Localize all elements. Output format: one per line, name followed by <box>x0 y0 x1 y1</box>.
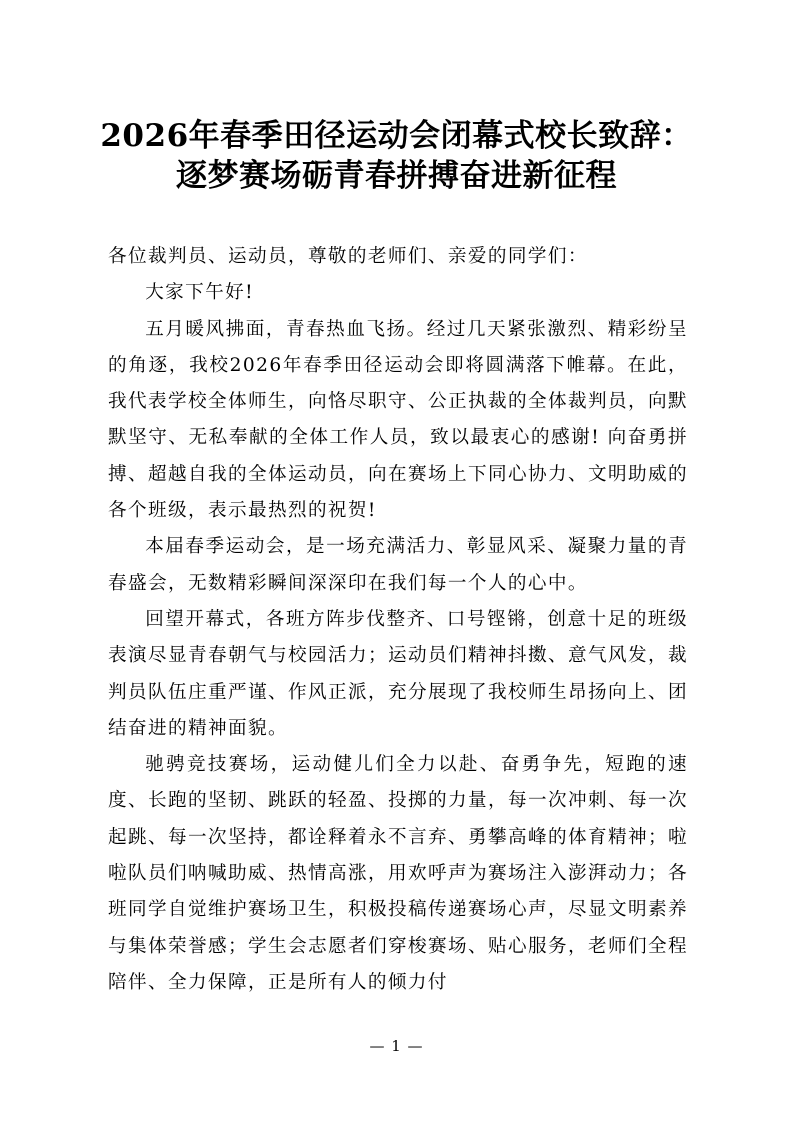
salutation: 各位裁判员、运动员，尊敬的老师们、亲爱的同学们： <box>108 246 588 267</box>
paragraph-greeting: 大家下午好! <box>145 282 255 304</box>
page-number: — 1 — <box>369 1037 424 1055</box>
document-title-line-2: 逐梦赛场砺青春拼搏奋进新征程 <box>176 158 617 194</box>
paragraph-opening-ceremony: 回望开幕式，各班方阵步伐整齐、口号铿锵，创意十足的班级表演尽显青春朝气与校园活力；运动员们精神抖擞、意气风发，裁判员队伍庄重严谨、作风正派，充分展现了我校师生昂扬向上、团结奋进的精神面貌。 <box>108 608 688 739</box>
paragraph-summary: 本届春季运动会，是一场充满活力、彰显风采、凝聚力量的青春盛会，无数精彩瞬间深深印在我们每一个人的心中。 <box>108 536 688 594</box>
paragraph-opening: 五月暖风拂面，青春热血飞扬。经过几天紧张激烈、精彩纷呈的角逐，我校2026年春季田径运动会即将圆满落下帷幕。在此，我代表学校全体师生，向恪尽职守、公正执裁的全体裁判员，向默默坚守、无私奉献的全体工作人员，致以最衷心的感谢! 向奋勇拼搏、超越自我的全体运动员，向在赛场上下同心协力、文明助威的各个班级，表示最热烈的祝贺! <box>108 318 688 522</box>
paragraph-competition: 驰骋竞技赛场，运动健儿们全力以赴、奋勇争先，短跑的速度、长跑的坚韧、跳跃的轻盈、投掷的力量，每一次冲刺、每一次起跳、每一次坚持，都诠释着永不言弃、勇攀高峰的体育精神；啦啦队员们呐喊助威、热情高涨，用欢呼声为赛场注入澎湃动力；各班同学自觉维护赛场卫生，积极投稿传递赛场心声，尽显文明素养与集体荣誉感；学生会志愿者们穿梭赛场、贴心服务，老师们全程陪伴、全力保障，正是所有人的倾力付 <box>108 754 688 993</box>
document-body <box>108 239 688 1001</box>
document-title-line-1: 2026年春季田径运动会闭幕式校长致辞： <box>100 118 693 154</box>
